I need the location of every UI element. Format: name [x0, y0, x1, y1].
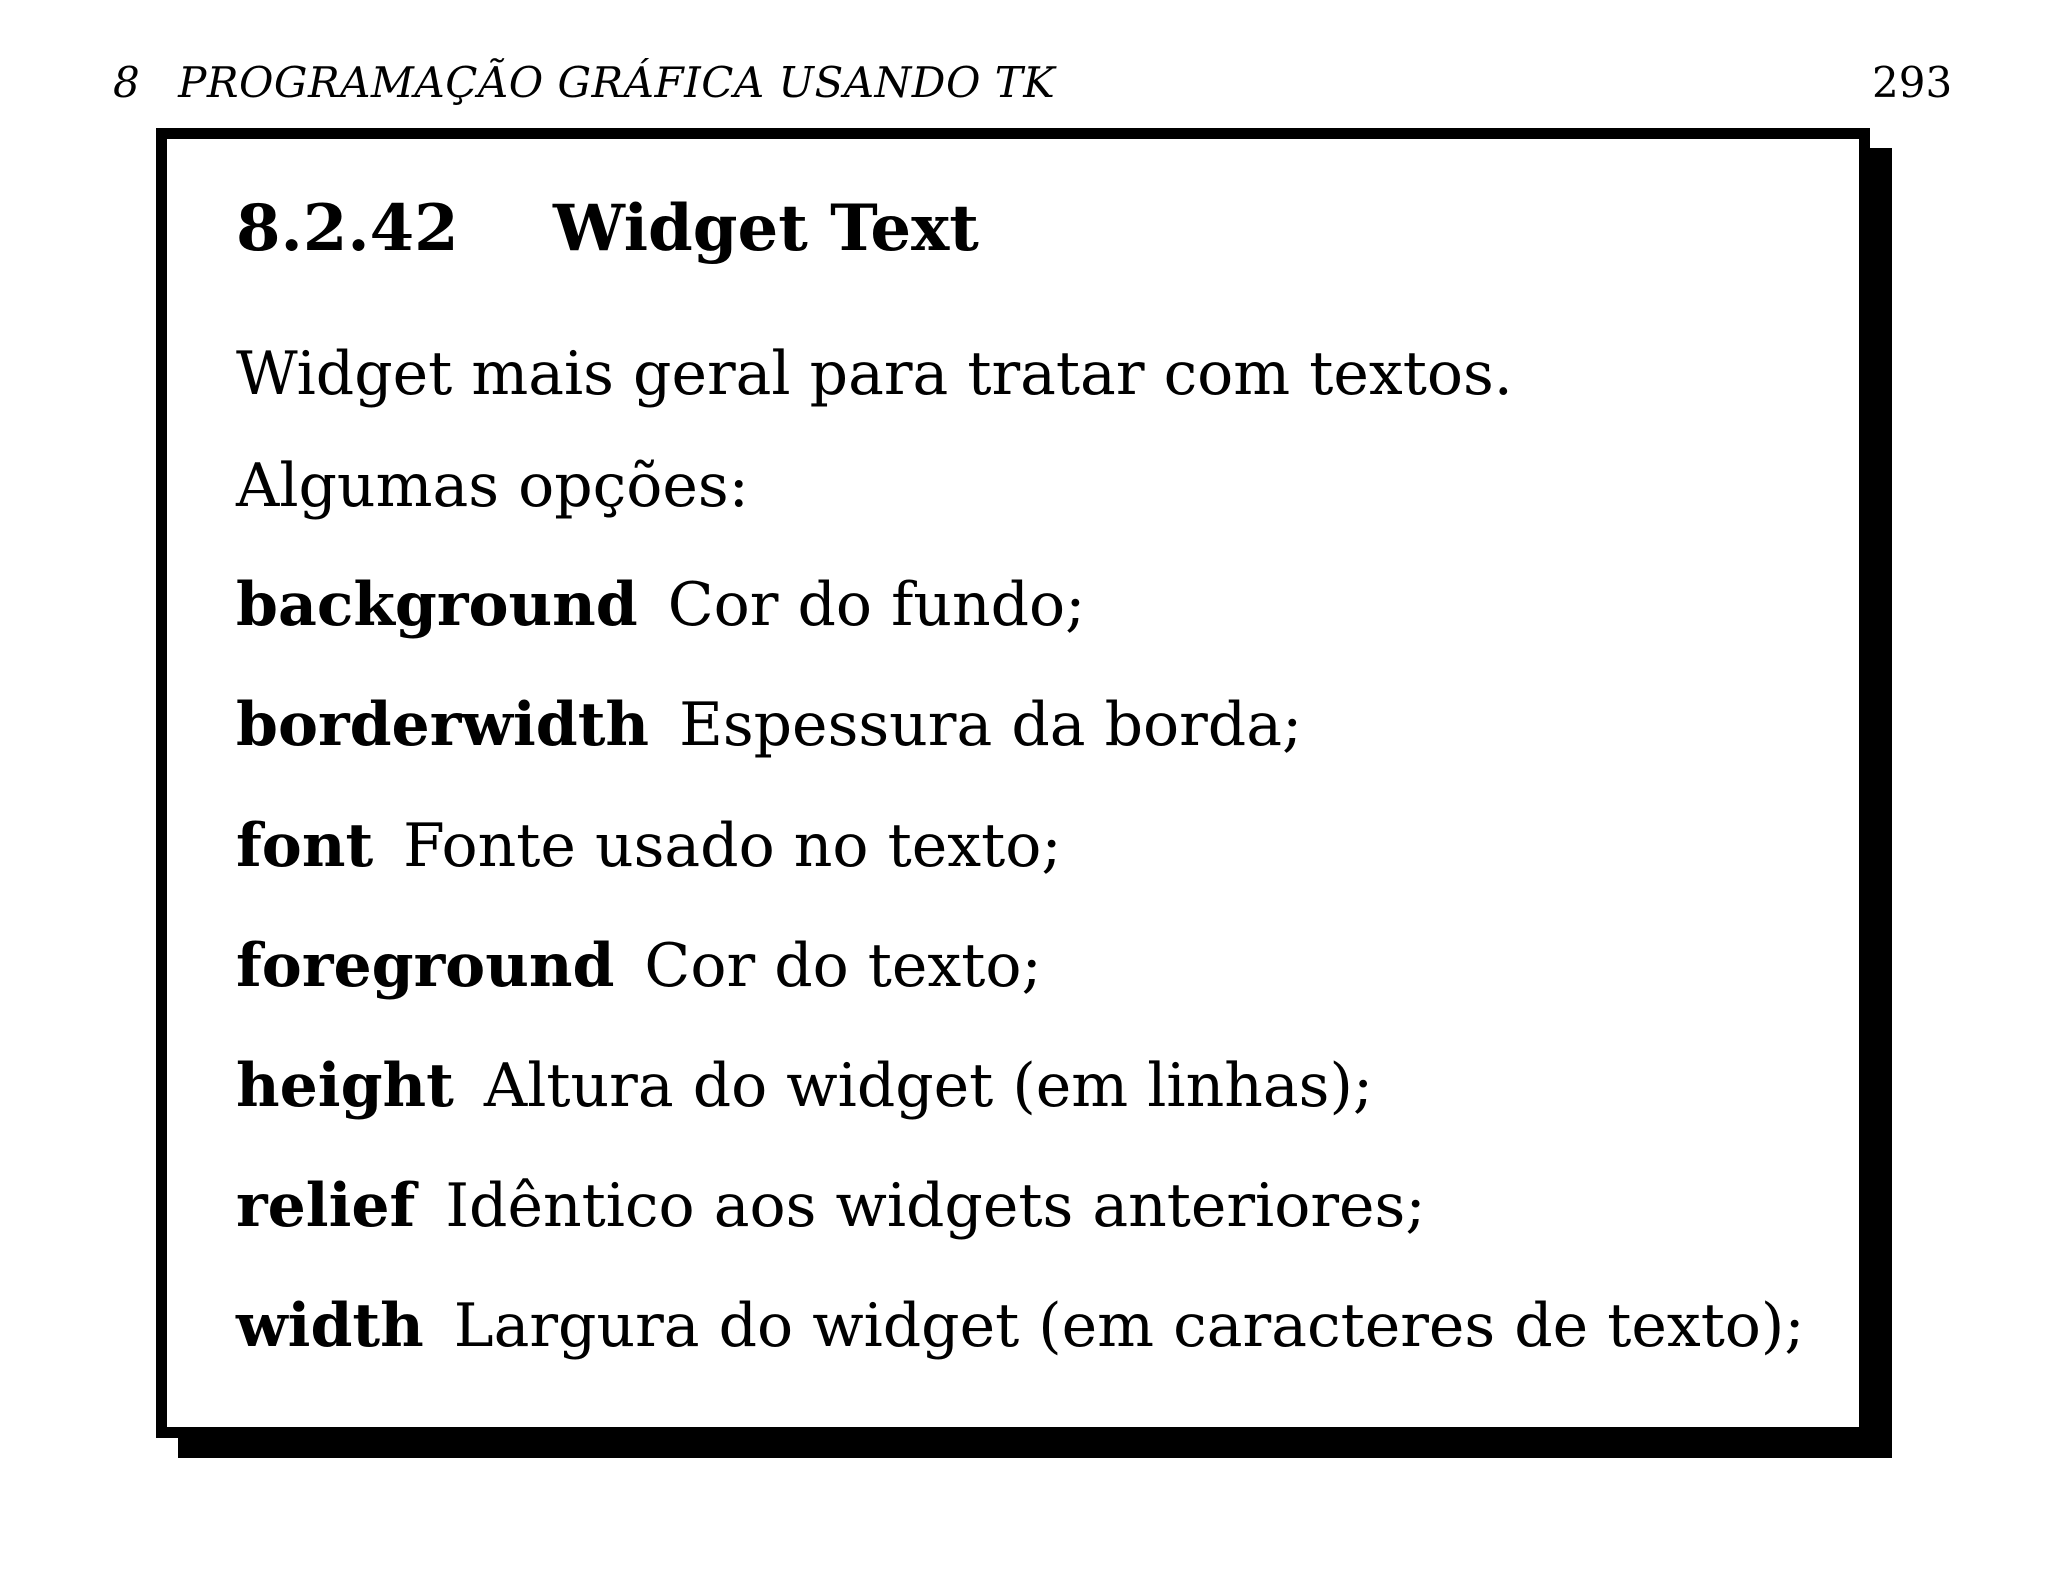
- section-number: 8.2.42: [236, 191, 459, 266]
- option-description: Cor do fundo;: [667, 570, 1086, 640]
- option-item-foreground: [236, 931, 1042, 1001]
- option-description: Idêntico aos widgets anteriores;: [445, 1171, 1426, 1241]
- option-name: relief: [236, 1171, 416, 1241]
- option-name: borderwidth: [236, 690, 650, 760]
- option-name: width: [236, 1291, 424, 1361]
- option-name: height: [236, 1051, 454, 1121]
- section-title: Widget Text: [552, 191, 979, 266]
- option-item-font: [236, 811, 1062, 881]
- option-item-height: [236, 1051, 1373, 1121]
- chapter-title: PROGRAMAÇÃO GRÁFICA USANDO TK: [178, 58, 1056, 107]
- option-description: Largura do widget (em caracteres de texto);: [453, 1291, 1805, 1361]
- option-description: Altura do widget (em linhas);: [483, 1051, 1374, 1121]
- section-heading: [236, 191, 979, 266]
- options-label: Algumas opções:: [236, 451, 749, 521]
- running-head: [113, 58, 1055, 107]
- option-item-width: [236, 1291, 1805, 1361]
- intro-paragraph: Widget mais geral para tratar com textos.: [236, 339, 1513, 409]
- option-name: font: [236, 811, 374, 881]
- slide-box: [156, 128, 1870, 1438]
- option-name: background: [236, 570, 638, 640]
- option-description: Cor do texto;: [644, 931, 1042, 1001]
- page-number: 293: [1872, 58, 1953, 107]
- chapter-number: 8: [113, 58, 141, 107]
- option-item-relief: [236, 1171, 1426, 1241]
- option-name: foreground: [236, 931, 615, 1001]
- option-item-borderwidth: [236, 690, 1302, 760]
- option-description: Fonte usado no texto;: [403, 811, 1062, 881]
- option-item-background: [236, 570, 1085, 640]
- option-description: Espessura da borda;: [679, 690, 1303, 760]
